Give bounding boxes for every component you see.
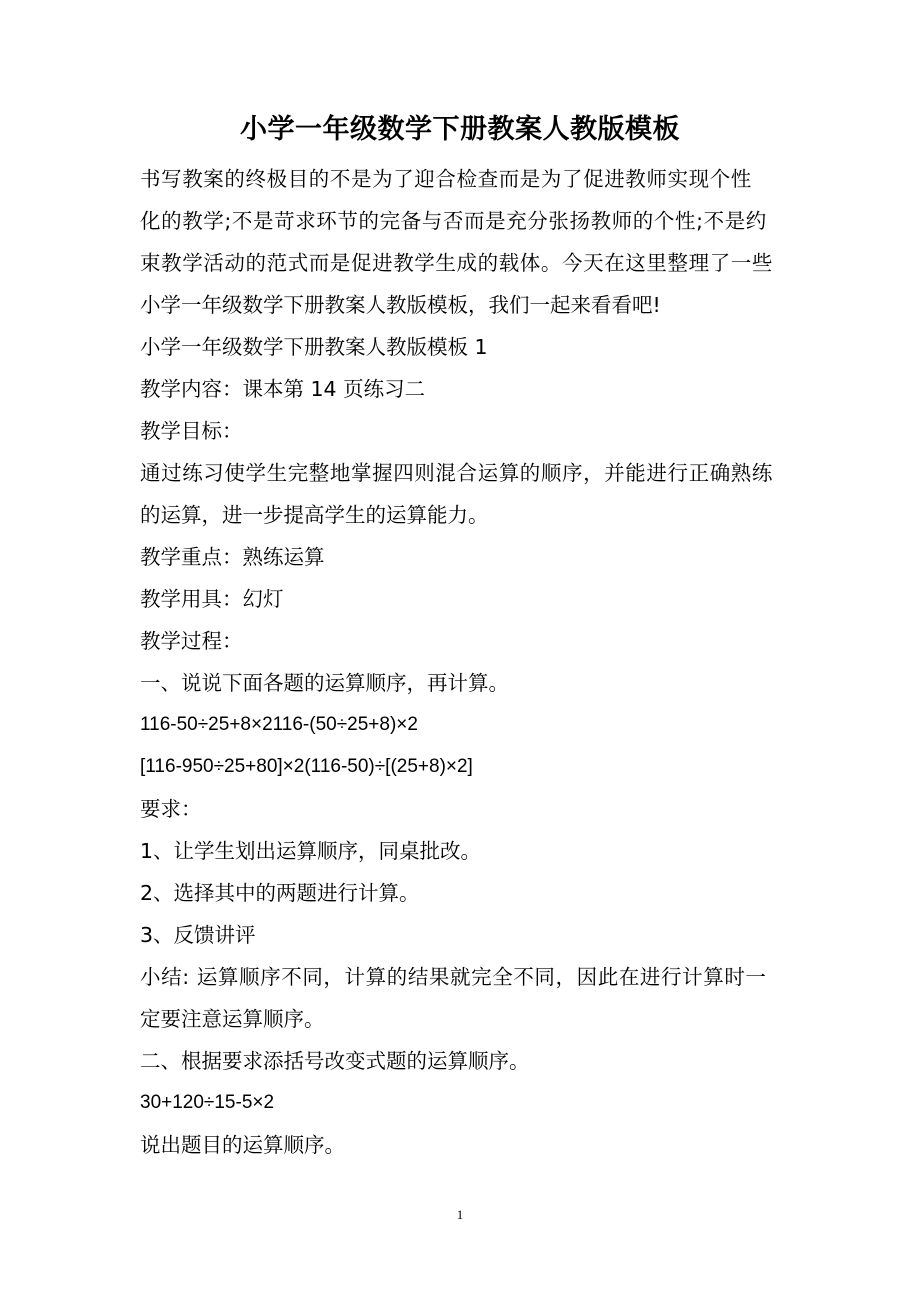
teaching-process-label: 教学过程：	[140, 629, 243, 653]
formula-line: 116-50÷25+8×2116-(50÷25+8)×2	[140, 714, 418, 735]
teaching-goal-label: 教学目标：	[140, 419, 243, 443]
paragraph-line: 通过练习使学生完整地掌握四则混合运算的顺序，并能进行正确熟练	[140, 461, 773, 485]
formula-line: [116-950÷25+80]×2(116-50)÷[(25+8)×2]	[140, 756, 473, 777]
step-two-heading: 二、根据要求添括号改变式题的运算顺序。	[140, 1049, 530, 1073]
summary-line: 定要注意运算顺序。	[140, 1007, 325, 1031]
document-title: 小学一年级数学下册教案人教版模板	[240, 114, 680, 145]
paragraph-line: 束教学活动的范式而是促进教学生成的载体。今天在这里整理了一些	[140, 251, 773, 275]
page-number: 1	[456, 1207, 464, 1222]
paragraph-line: 书写教案的终极目的不是为了迎合检查而是为了促进教师实现个性	[140, 167, 752, 191]
paragraph-line: 的运算，进一步提高学生的运算能力。	[140, 503, 489, 527]
teaching-tools: 教学用具：幻灯	[140, 587, 284, 611]
teaching-content: 教学内容：课本第 14 页练习二	[140, 377, 426, 401]
document-body	[140, 158, 790, 1166]
requirements-label: 要求：	[140, 797, 202, 821]
section-heading: 小学一年级数学下册教案人教版模板 1	[140, 335, 488, 359]
paragraph-line: 小学一年级数学下册教案人教版模板，我们一起来看看吧!	[140, 293, 661, 317]
requirement-item: 3、反馈讲评	[140, 923, 256, 947]
requirement-item: 1、让学生划出运算顺序，同桌批改。	[140, 839, 482, 863]
teaching-focus: 教学重点：熟练运算	[140, 545, 325, 569]
step-one-heading: 一、说说下面各题的运算顺序，再计算。	[140, 671, 509, 695]
summary-line: 小结: 运算顺序不同，计算的结果就完全不同，因此在进行计算时一	[140, 965, 767, 989]
requirement-item: 2、选择其中的两题进行计算。	[140, 881, 420, 905]
formula-line: 30+120÷15-5×2	[140, 1092, 275, 1113]
paragraph-line: 说出题目的运算顺序。	[140, 1133, 345, 1157]
paragraph-line: 化的教学;不是苛求环节的完备与否而是充分张扬教师的个性;不是约	[140, 209, 767, 233]
